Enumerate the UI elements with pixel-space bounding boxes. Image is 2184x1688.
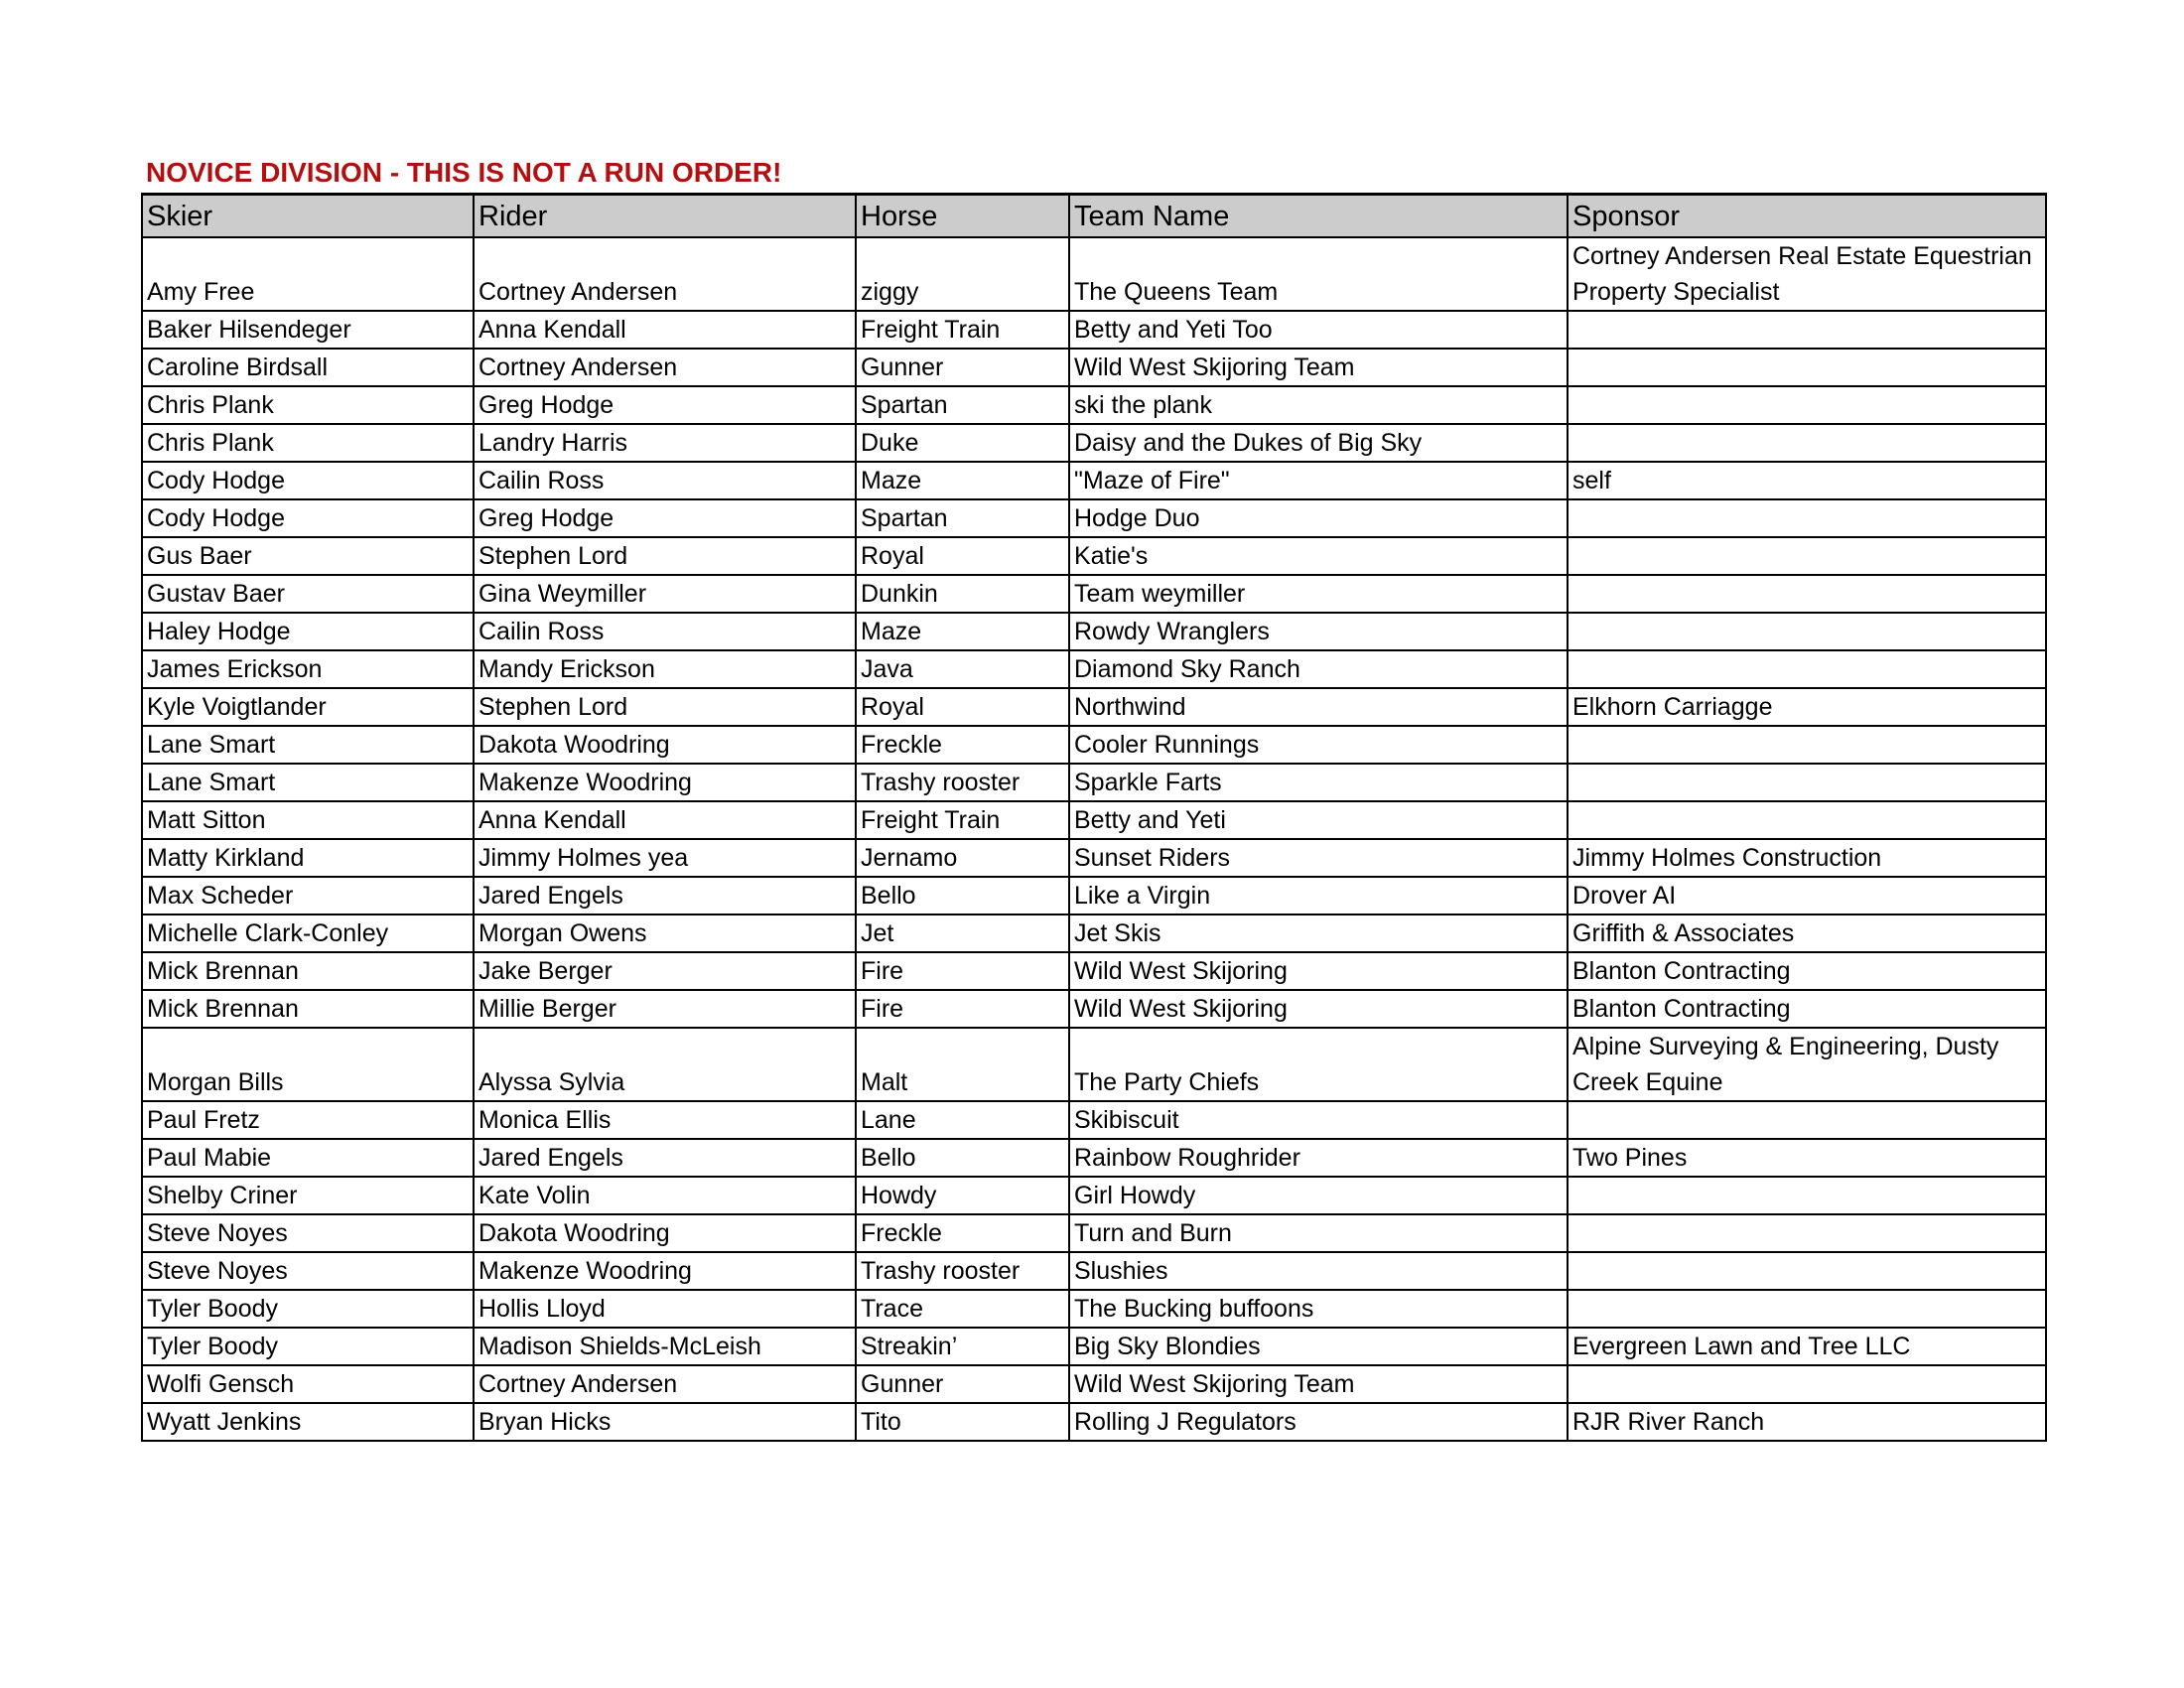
cell-skier: Wyatt Jenkins [142, 1403, 474, 1441]
cell-skier: Caroline Birdsall [142, 349, 474, 386]
cell-horse: Freight Train [856, 801, 1069, 839]
cell-team-name: The Bucking buffoons [1069, 1290, 1568, 1328]
cell-team-name: Rolling J Regulators [1069, 1403, 1568, 1441]
cell-team-name: Betty and Yeti Too [1069, 311, 1568, 349]
cell-horse: Royal [856, 688, 1069, 726]
cell-sponsor [1568, 650, 2046, 688]
cell-horse: Streakin’ [856, 1328, 1069, 1365]
cell-horse: ziggy [856, 237, 1069, 311]
cell-rider: Cortney Andersen [474, 349, 856, 386]
cell-team-name: Rowdy Wranglers [1069, 613, 1568, 650]
table-row [142, 1290, 2046, 1328]
table-row [142, 1177, 2046, 1214]
cell-sponsor: self [1568, 462, 2046, 499]
cell-skier: Matty Kirkland [142, 839, 474, 877]
cell-horse: Maze [856, 613, 1069, 650]
column-header-rider: Rider [474, 195, 856, 238]
table-row [142, 1028, 2046, 1101]
cell-horse: Trashy rooster [856, 764, 1069, 801]
cell-team-name: Sparkle Farts [1069, 764, 1568, 801]
cell-skier: Amy Free [142, 237, 474, 311]
cell-horse: Dunkin [856, 575, 1069, 613]
table-row [142, 688, 2046, 726]
column-header-skier: Skier [142, 195, 474, 238]
cell-sponsor [1568, 575, 2046, 613]
cell-rider: Makenze Woodring [474, 1252, 856, 1290]
table-row [142, 1328, 2046, 1365]
cell-sponsor [1568, 1101, 2046, 1139]
table-row [142, 1214, 2046, 1252]
cell-sponsor: Griffith & Associates [1568, 914, 2046, 952]
cell-team-name: Like a Virgin [1069, 877, 1568, 914]
cell-skier: Matt Sitton [142, 801, 474, 839]
cell-sponsor: Alpine Surveying & Engineering, Dusty Creek Equine [1568, 1028, 2046, 1101]
cell-horse: Lane [856, 1101, 1069, 1139]
cell-skier: Steve Noyes [142, 1214, 474, 1252]
cell-rider: Jimmy Holmes yea [474, 839, 856, 877]
cell-skier: Lane Smart [142, 764, 474, 801]
cell-skier: Haley Hodge [142, 613, 474, 650]
cell-skier: Mick Brennan [142, 990, 474, 1028]
cell-rider: Gina Weymiller [474, 575, 856, 613]
cell-rider: Monica Ellis [474, 1101, 856, 1139]
cell-horse: Spartan [856, 499, 1069, 537]
cell-horse: Duke [856, 424, 1069, 462]
cell-team-name: Northwind [1069, 688, 1568, 726]
cell-sponsor [1568, 424, 2046, 462]
table-row [142, 237, 2046, 311]
cell-sponsor: Elkhorn Carriagge [1568, 688, 2046, 726]
cell-rider: Landry Harris [474, 424, 856, 462]
table-row [142, 764, 2046, 801]
cell-skier: Mick Brennan [142, 952, 474, 990]
table-row [142, 726, 2046, 764]
cell-team-name: Wild West Skijoring Team [1069, 349, 1568, 386]
table-row [142, 650, 2046, 688]
table-row [142, 499, 2046, 537]
cell-skier: Chris Plank [142, 386, 474, 424]
cell-team-name: Skibiscuit [1069, 1101, 1568, 1139]
cell-team-name: Turn and Burn [1069, 1214, 1568, 1252]
cell-rider: Millie Berger [474, 990, 856, 1028]
cell-sponsor [1568, 349, 2046, 386]
cell-rider: Greg Hodge [474, 386, 856, 424]
table-row [142, 1139, 2046, 1177]
cell-rider: Greg Hodge [474, 499, 856, 537]
cell-rider: Jared Engels [474, 877, 856, 914]
cell-skier: Chris Plank [142, 424, 474, 462]
cell-sponsor: Cortney Andersen Real Estate Equestrian Property Specialist [1568, 237, 2046, 311]
cell-sponsor [1568, 499, 2046, 537]
cell-horse: Gunner [856, 1365, 1069, 1403]
cell-skier: Lane Smart [142, 726, 474, 764]
cell-skier: Gus Baer [142, 537, 474, 575]
cell-horse: Trashy rooster [856, 1252, 1069, 1290]
column-header-horse: Horse [856, 195, 1069, 238]
cell-horse: Freckle [856, 1214, 1069, 1252]
cell-horse: Java [856, 650, 1069, 688]
cell-team-name: Sunset Riders [1069, 839, 1568, 877]
cell-team-name: Rainbow Roughrider [1069, 1139, 1568, 1177]
cell-sponsor [1568, 1290, 2046, 1328]
cell-sponsor [1568, 764, 2046, 801]
table-row [142, 801, 2046, 839]
table-row [142, 386, 2046, 424]
cell-sponsor [1568, 1252, 2046, 1290]
table-row [142, 990, 2046, 1028]
cell-team-name: Team weymiller [1069, 575, 1568, 613]
column-header-team-name: Team Name [1069, 195, 1568, 238]
cell-sponsor [1568, 1365, 2046, 1403]
table-row [142, 1252, 2046, 1290]
cell-team-name: Wild West Skijoring Team [1069, 1365, 1568, 1403]
cell-skier: Tyler Boody [142, 1290, 474, 1328]
cell-skier: Shelby Criner [142, 1177, 474, 1214]
table-row [142, 537, 2046, 575]
table-row [142, 424, 2046, 462]
cell-sponsor: RJR River Ranch [1568, 1403, 2046, 1441]
table-row [142, 462, 2046, 499]
cell-team-name: Wild West Skijoring [1069, 990, 1568, 1028]
cell-horse: Bello [856, 1139, 1069, 1177]
table-row [142, 1403, 2046, 1441]
cell-horse: Fire [856, 990, 1069, 1028]
cell-team-name: Big Sky Blondies [1069, 1328, 1568, 1365]
cell-rider: Kate Volin [474, 1177, 856, 1214]
cell-skier: Morgan Bills [142, 1028, 474, 1101]
cell-team-name: Betty and Yeti [1069, 801, 1568, 839]
cell-sponsor [1568, 1214, 2046, 1252]
cell-horse: Spartan [856, 386, 1069, 424]
cell-team-name: Daisy and the Dukes of Big Sky [1069, 424, 1568, 462]
table-row [142, 839, 2046, 877]
cell-skier: Michelle Clark-Conley [142, 914, 474, 952]
cell-rider: Cortney Andersen [474, 237, 856, 311]
cell-rider: Jake Berger [474, 952, 856, 990]
cell-team-name: Jet Skis [1069, 914, 1568, 952]
cell-rider: Cailin Ross [474, 462, 856, 499]
cell-sponsor: Two Pines [1568, 1139, 2046, 1177]
cell-horse: Malt [856, 1028, 1069, 1101]
column-header-sponsor: Sponsor [1568, 195, 2046, 238]
cell-skier: Wolfi Gensch [142, 1365, 474, 1403]
cell-team-name: Katie's [1069, 537, 1568, 575]
cell-sponsor [1568, 537, 2046, 575]
cell-rider: Hollis Lloyd [474, 1290, 856, 1328]
cell-team-name: Girl Howdy [1069, 1177, 1568, 1214]
table-row [142, 349, 2046, 386]
cell-horse: Royal [856, 537, 1069, 575]
header-row [142, 195, 2046, 238]
cell-sponsor: Evergreen Lawn and Tree LLC [1568, 1328, 2046, 1365]
cell-horse: Jernamo [856, 839, 1069, 877]
cell-skier: Max Scheder [142, 877, 474, 914]
cell-sponsor [1568, 726, 2046, 764]
cell-horse: Freight Train [856, 311, 1069, 349]
cell-horse: Tito [856, 1403, 1069, 1441]
cell-rider: Cailin Ross [474, 613, 856, 650]
cell-sponsor [1568, 1177, 2046, 1214]
cell-team-name: The Queens Team [1069, 237, 1568, 311]
cell-team-name: Diamond Sky Ranch [1069, 650, 1568, 688]
cell-rider: Anna Kendall [474, 311, 856, 349]
cell-rider: Makenze Woodring [474, 764, 856, 801]
cell-skier: Gustav Baer [142, 575, 474, 613]
cell-team-name: Cooler Runnings [1069, 726, 1568, 764]
table-row [142, 952, 2046, 990]
cell-horse: Trace [856, 1290, 1069, 1328]
cell-team-name: The Party Chiefs [1069, 1028, 1568, 1101]
cell-team-name: Hodge Duo [1069, 499, 1568, 537]
cell-skier: Kyle Voigtlander [142, 688, 474, 726]
table-row [142, 1365, 2046, 1403]
cell-skier: Tyler Boody [142, 1328, 474, 1365]
cell-horse: Fire [856, 952, 1069, 990]
cell-rider: Mandy Erickson [474, 650, 856, 688]
cell-skier: Steve Noyes [142, 1252, 474, 1290]
cell-rider: Cortney Andersen [474, 1365, 856, 1403]
table-row [142, 575, 2046, 613]
cell-sponsor: Jimmy Holmes Construction [1568, 839, 2046, 877]
cell-sponsor: Blanton Contracting [1568, 990, 2046, 1028]
cell-rider: Jared Engels [474, 1139, 856, 1177]
cell-skier: Paul Mabie [142, 1139, 474, 1177]
cell-team-name: "Maze of Fire" [1069, 462, 1568, 499]
cell-sponsor: Blanton Contracting [1568, 952, 2046, 990]
table-row [142, 1101, 2046, 1139]
cell-sponsor [1568, 311, 2046, 349]
cell-sponsor [1568, 801, 2046, 839]
cell-rider: Anna Kendall [474, 801, 856, 839]
cell-rider: Morgan Owens [474, 914, 856, 952]
cell-skier: Cody Hodge [142, 462, 474, 499]
cell-sponsor [1568, 613, 2046, 650]
table-row [142, 613, 2046, 650]
cell-rider: Bryan Hicks [474, 1403, 856, 1441]
cell-rider: Alyssa Sylvia [474, 1028, 856, 1101]
cell-horse: Howdy [856, 1177, 1069, 1214]
cell-rider: Dakota Woodring [474, 726, 856, 764]
table-row [142, 311, 2046, 349]
cell-team-name: Slushies [1069, 1252, 1568, 1290]
cell-horse: Gunner [856, 349, 1069, 386]
cell-rider: Madison Shields-McLeish [474, 1328, 856, 1365]
cell-sponsor [1568, 386, 2046, 424]
table-body [142, 237, 2046, 1441]
cell-team-name: ski the plank [1069, 386, 1568, 424]
cell-rider: Stephen Lord [474, 537, 856, 575]
table-row [142, 877, 2046, 914]
roster-table [141, 193, 2047, 1442]
cell-sponsor: Drover AI [1568, 877, 2046, 914]
cell-skier: Paul Fretz [142, 1101, 474, 1139]
cell-skier: Cody Hodge [142, 499, 474, 537]
cell-skier: Baker Hilsendeger [142, 311, 474, 349]
cell-horse: Bello [856, 877, 1069, 914]
table-row [142, 914, 2046, 952]
cell-horse: Maze [856, 462, 1069, 499]
cell-rider: Stephen Lord [474, 688, 856, 726]
cell-skier: James Erickson [142, 650, 474, 688]
cell-team-name: Wild West Skijoring [1069, 952, 1568, 990]
cell-horse: Jet [856, 914, 1069, 952]
cell-horse: Freckle [856, 726, 1069, 764]
cell-rider: Dakota Woodring [474, 1214, 856, 1252]
page-title: NOVICE DIVISION - THIS IS NOT A RUN ORDER! [146, 157, 782, 188]
